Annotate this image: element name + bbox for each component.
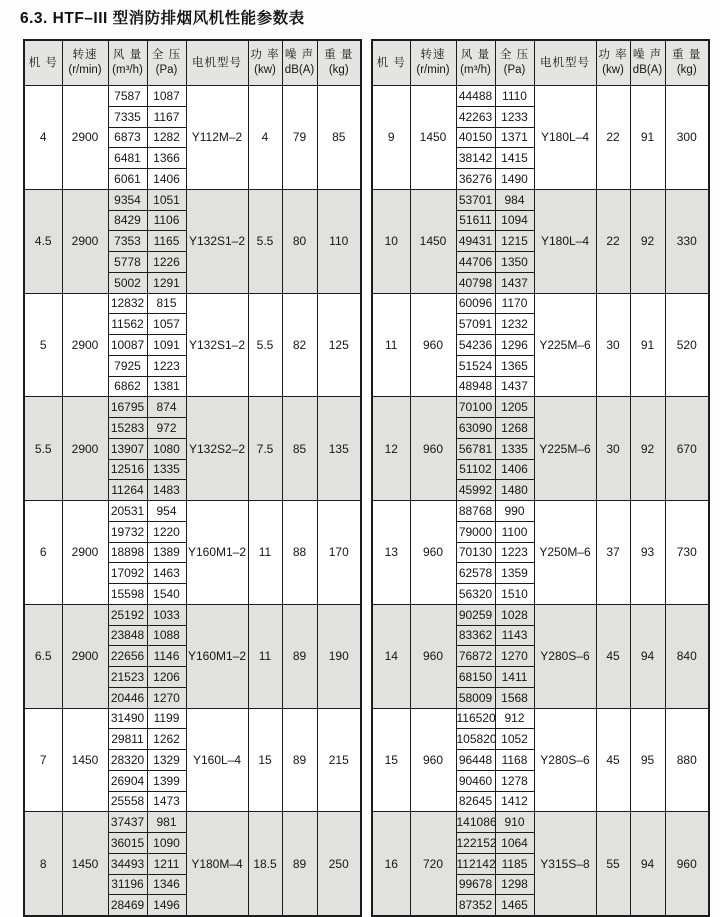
pressure-cell: 1088 [147, 625, 186, 646]
flow-cell: 44706 [456, 252, 495, 273]
noise-cell: 94 [630, 812, 665, 916]
flow-cell: 12516 [108, 459, 147, 480]
page-title: 6.3. HTF–III 型消防排烟风机性能参数表 [20, 10, 305, 27]
pressure-cell: 1465 [495, 895, 534, 916]
pressure-cell: 1510 [495, 584, 534, 605]
flow-cell: 23848 [108, 625, 147, 646]
column-header: 全 压 (Pa) [495, 40, 534, 86]
column-header: 电机型号 [534, 40, 596, 86]
pressure-cell: 1415 [495, 148, 534, 169]
pressure-cell: 1199 [147, 708, 186, 729]
flow-cell: 49431 [456, 231, 495, 252]
flow-cell: 45992 [456, 480, 495, 501]
noise-cell: 92 [630, 397, 665, 501]
machine-no-cell: 12 [372, 397, 410, 501]
weight-cell: 880 [665, 708, 709, 812]
flow-cell: 28469 [108, 895, 147, 916]
column-header: 机 号 [24, 40, 62, 86]
flow-cell: 34493 [108, 853, 147, 874]
pressure-cell: 1490 [495, 169, 534, 190]
flow-cell: 58009 [456, 687, 495, 708]
pressure-cell: 1106 [147, 210, 186, 231]
pressure-cell: 1399 [147, 770, 186, 791]
pressure-cell: 1463 [147, 563, 186, 584]
flow-cell: 44488 [456, 86, 495, 107]
table-header-right [372, 40, 709, 86]
pressure-cell: 1568 [495, 687, 534, 708]
column-header: 全 压 (Pa) [147, 40, 186, 86]
flow-cell: 99678 [456, 874, 495, 895]
motor-model-cell: Y160M1–2 [186, 604, 248, 708]
flow-cell: 63090 [456, 418, 495, 439]
weight-cell: 135 [317, 397, 361, 501]
pressure-cell: 1220 [147, 521, 186, 542]
motor-model-cell: Y280S–6 [534, 604, 596, 708]
flow-cell: 53701 [456, 189, 495, 210]
table-body-right [372, 86, 709, 917]
speed-cell: 1450 [410, 86, 456, 190]
machine-no-cell: 15 [372, 708, 410, 812]
speed-cell: 1450 [62, 812, 108, 916]
speed-cell: 1450 [410, 189, 456, 293]
flow-cell: 12832 [108, 293, 147, 314]
pressure-cell: 1350 [495, 252, 534, 273]
pressure-cell: 1052 [495, 729, 534, 750]
pressure-cell: 1371 [495, 127, 534, 148]
flow-cell: 6061 [108, 169, 147, 190]
pressure-cell: 1278 [495, 770, 534, 791]
motor-model-cell: Y315S–8 [534, 812, 596, 916]
flow-cell: 25558 [108, 791, 147, 812]
flow-cell: 105820 [456, 729, 495, 750]
flow-cell: 13907 [108, 438, 147, 459]
pressure-cell: 1366 [147, 148, 186, 169]
pressure-cell: 1282 [147, 127, 186, 148]
table-row [372, 397, 709, 418]
column-header: 噪 声 dB(A) [282, 40, 317, 86]
flow-cell: 40798 [456, 272, 495, 293]
table-row [24, 708, 361, 729]
speed-cell: 2900 [62, 397, 108, 501]
flow-cell: 5002 [108, 272, 147, 293]
column-header: 电机型号 [186, 40, 248, 86]
machine-no-cell: 4.5 [24, 189, 62, 293]
weight-cell: 330 [665, 189, 709, 293]
pressure-cell: 990 [495, 501, 534, 522]
machine-no-cell: 8 [24, 812, 62, 916]
noise-cell: 91 [630, 86, 665, 190]
table-row [372, 86, 709, 107]
fan-performance-table-left [23, 39, 362, 917]
flow-cell: 48948 [456, 376, 495, 397]
speed-cell: 960 [410, 604, 456, 708]
pressure-cell: 1033 [147, 604, 186, 625]
pressure-cell: 1298 [495, 874, 534, 895]
pressure-cell: 1346 [147, 874, 186, 895]
flow-cell: 42263 [456, 106, 495, 127]
motor-model-cell: Y280S–6 [534, 708, 596, 812]
motor-model-cell: Y225M–6 [534, 293, 596, 397]
pressure-cell: 1165 [147, 231, 186, 252]
pressure-cell: 1146 [147, 646, 186, 667]
power-cell: 7.5 [248, 397, 282, 501]
power-cell: 22 [596, 86, 630, 190]
flow-cell: 68150 [456, 667, 495, 688]
flow-cell: 141086 [456, 812, 495, 833]
flow-cell: 20531 [108, 501, 147, 522]
flow-cell: 51611 [456, 210, 495, 231]
machine-no-cell: 5.5 [24, 397, 62, 501]
flow-cell: 6873 [108, 127, 147, 148]
pressure-cell: 1205 [495, 397, 534, 418]
pressure-cell: 1080 [147, 438, 186, 459]
pressure-cell: 1270 [495, 646, 534, 667]
table-row [24, 604, 361, 625]
flow-cell: 5778 [108, 252, 147, 273]
machine-no-cell: 4 [24, 86, 62, 190]
noise-cell: 89 [282, 812, 317, 916]
flow-cell: 76872 [456, 646, 495, 667]
speed-cell: 720 [410, 812, 456, 916]
machine-no-cell: 6 [24, 501, 62, 605]
flow-cell: 60096 [456, 293, 495, 314]
pressure-cell: 1087 [147, 86, 186, 107]
pressure-cell: 1110 [495, 86, 534, 107]
pressure-cell: 1473 [147, 791, 186, 812]
power-cell: 30 [596, 397, 630, 501]
flow-cell: 16795 [108, 397, 147, 418]
flow-cell: 37437 [108, 812, 147, 833]
pressure-cell: 1291 [147, 272, 186, 293]
flow-cell: 20446 [108, 687, 147, 708]
machine-no-cell: 11 [372, 293, 410, 397]
pressure-cell: 1100 [495, 521, 534, 542]
flow-cell: 15598 [108, 584, 147, 605]
column-header: 功 率 (kw) [596, 40, 630, 86]
pressure-cell: 1232 [495, 314, 534, 335]
flow-cell: 51102 [456, 459, 495, 480]
pressure-cell: 1223 [495, 542, 534, 563]
flow-cell: 56781 [456, 438, 495, 459]
flow-cell: 70130 [456, 542, 495, 563]
pressure-cell: 981 [147, 812, 186, 833]
flow-cell: 38142 [456, 148, 495, 169]
pressure-cell: 984 [495, 189, 534, 210]
table-row [372, 708, 709, 729]
table-row [24, 293, 361, 314]
pressure-cell: 1406 [147, 169, 186, 190]
fan-performance-table-right [371, 39, 710, 917]
pressure-cell: 1411 [495, 667, 534, 688]
weight-cell: 520 [665, 293, 709, 397]
pressure-cell: 1437 [495, 272, 534, 293]
motor-model-cell: Y132S1–2 [186, 189, 248, 293]
flow-cell: 11264 [108, 480, 147, 501]
pressure-cell: 1143 [495, 625, 534, 646]
noise-cell: 93 [630, 501, 665, 605]
machine-no-cell: 14 [372, 604, 410, 708]
noise-cell: 80 [282, 189, 317, 293]
speed-cell: 960 [410, 501, 456, 605]
pressure-cell: 1168 [495, 750, 534, 771]
flow-cell: 31490 [108, 708, 147, 729]
column-header: 重 量 (kg) [317, 40, 361, 86]
power-cell: 5.5 [248, 293, 282, 397]
power-cell: 5.5 [248, 189, 282, 293]
flow-cell: 36276 [456, 169, 495, 190]
pressure-cell: 1359 [495, 563, 534, 584]
flow-cell: 70100 [456, 397, 495, 418]
noise-cell: 79 [282, 86, 317, 190]
pressure-cell: 1223 [147, 355, 186, 376]
flow-cell: 51524 [456, 355, 495, 376]
machine-no-cell: 16 [372, 812, 410, 916]
weight-cell: 125 [317, 293, 361, 397]
pressure-cell: 1437 [495, 376, 534, 397]
pressure-cell: 874 [147, 397, 186, 418]
pressure-cell: 1262 [147, 729, 186, 750]
pressure-cell: 1296 [495, 335, 534, 356]
motor-model-cell: Y180L–4 [534, 86, 596, 190]
noise-cell: 91 [630, 293, 665, 397]
flow-cell: 18898 [108, 542, 147, 563]
flow-cell: 87352 [456, 895, 495, 916]
pressure-cell: 1233 [495, 106, 534, 127]
power-cell: 30 [596, 293, 630, 397]
column-header: 风 量 (m³/h) [108, 40, 147, 86]
pressure-cell: 1389 [147, 542, 186, 563]
table-body-left [24, 86, 361, 917]
pressure-cell: 1170 [495, 293, 534, 314]
flow-cell: 21523 [108, 667, 147, 688]
pressure-cell: 912 [495, 708, 534, 729]
machine-no-cell: 10 [372, 189, 410, 293]
noise-cell: 95 [630, 708, 665, 812]
weight-cell: 960 [665, 812, 709, 916]
flow-cell: 82645 [456, 791, 495, 812]
flow-cell: 7335 [108, 106, 147, 127]
speed-cell: 960 [410, 708, 456, 812]
pressure-cell: 972 [147, 418, 186, 439]
machine-no-cell: 9 [372, 86, 410, 190]
flow-cell: 7925 [108, 355, 147, 376]
power-cell: 11 [248, 501, 282, 605]
pressure-cell: 1540 [147, 584, 186, 605]
pressure-cell: 1483 [147, 480, 186, 501]
pressure-cell: 1406 [495, 459, 534, 480]
column-header: 重 量 (kg) [665, 40, 709, 86]
pressure-cell: 1064 [495, 833, 534, 854]
flow-cell: 40150 [456, 127, 495, 148]
noise-cell: 94 [630, 604, 665, 708]
table-row [24, 812, 361, 833]
pressure-cell: 1051 [147, 189, 186, 210]
weight-cell: 85 [317, 86, 361, 190]
flow-cell: 54236 [456, 335, 495, 356]
pressure-cell: 1226 [147, 252, 186, 273]
table-row [24, 189, 361, 210]
power-cell: 45 [596, 708, 630, 812]
flow-cell: 7587 [108, 86, 147, 107]
tables-container [23, 39, 720, 917]
flow-cell: 56320 [456, 584, 495, 605]
pressure-cell: 1335 [495, 438, 534, 459]
flow-cell: 57091 [456, 314, 495, 335]
motor-model-cell: Y160M1–2 [186, 501, 248, 605]
pressure-cell: 1270 [147, 687, 186, 708]
flow-cell: 83362 [456, 625, 495, 646]
pressure-cell: 1215 [495, 231, 534, 252]
table-row [372, 293, 709, 314]
flow-cell: 62578 [456, 563, 495, 584]
pressure-cell: 1211 [147, 853, 186, 874]
flow-cell: 6862 [108, 376, 147, 397]
weight-cell: 110 [317, 189, 361, 293]
flow-cell: 22656 [108, 646, 147, 667]
motor-model-cell: Y132S1–2 [186, 293, 248, 397]
column-header: 噪 声 dB(A) [630, 40, 665, 86]
noise-cell: 89 [282, 604, 317, 708]
flow-cell: 26904 [108, 770, 147, 791]
weight-cell: 730 [665, 501, 709, 605]
flow-cell: 112142 [456, 853, 495, 874]
power-cell: 45 [596, 604, 630, 708]
pressure-cell: 1496 [147, 895, 186, 916]
speed-cell: 2900 [62, 189, 108, 293]
pressure-cell: 1412 [495, 791, 534, 812]
flow-cell: 122152 [456, 833, 495, 854]
weight-cell: 840 [665, 604, 709, 708]
pressure-cell: 815 [147, 293, 186, 314]
machine-no-cell: 5 [24, 293, 62, 397]
pressure-cell: 1206 [147, 667, 186, 688]
flow-cell: 8429 [108, 210, 147, 231]
power-cell: 4 [248, 86, 282, 190]
motor-model-cell: Y112M–2 [186, 86, 248, 190]
machine-no-cell: 13 [372, 501, 410, 605]
flow-cell: 96448 [456, 750, 495, 771]
motor-model-cell: Y250M–6 [534, 501, 596, 605]
flow-cell: 36015 [108, 833, 147, 854]
pressure-cell: 1167 [147, 106, 186, 127]
flow-cell: 19732 [108, 521, 147, 542]
noise-cell: 85 [282, 397, 317, 501]
motor-model-cell: Y225M–6 [534, 397, 596, 501]
pressure-cell: 1329 [147, 750, 186, 771]
speed-cell: 960 [410, 293, 456, 397]
speed-cell: 1450 [62, 708, 108, 812]
flow-cell: 11562 [108, 314, 147, 335]
pressure-cell: 1365 [495, 355, 534, 376]
power-cell: 11 [248, 604, 282, 708]
pressure-cell: 1091 [147, 335, 186, 356]
flow-cell: 25192 [108, 604, 147, 625]
power-cell: 18.5 [248, 812, 282, 916]
table-row [372, 501, 709, 522]
noise-cell: 92 [630, 189, 665, 293]
column-header: 功 率 (kw) [248, 40, 282, 86]
table-row [372, 189, 709, 210]
speed-cell: 960 [410, 397, 456, 501]
table-row [24, 397, 361, 418]
motor-model-cell: Y180M–4 [186, 812, 248, 916]
noise-cell: 89 [282, 708, 317, 812]
speed-cell: 2900 [62, 501, 108, 605]
table-row [372, 604, 709, 625]
speed-cell: 2900 [62, 604, 108, 708]
weight-cell: 250 [317, 812, 361, 916]
machine-no-cell: 6.5 [24, 604, 62, 708]
motor-model-cell: Y160L–4 [186, 708, 248, 812]
weight-cell: 300 [665, 86, 709, 190]
weight-cell: 670 [665, 397, 709, 501]
pressure-cell: 1381 [147, 376, 186, 397]
flow-cell: 31196 [108, 874, 147, 895]
flow-cell: 88768 [456, 501, 495, 522]
column-header: 机 号 [372, 40, 410, 86]
flow-cell: 9354 [108, 189, 147, 210]
speed-cell: 2900 [62, 86, 108, 190]
pressure-cell: 1028 [495, 604, 534, 625]
power-cell: 55 [596, 812, 630, 916]
weight-cell: 215 [317, 708, 361, 812]
column-header: 风 量 (m³/h) [456, 40, 495, 86]
pressure-cell: 1480 [495, 480, 534, 501]
flow-cell: 28320 [108, 750, 147, 771]
weight-cell: 170 [317, 501, 361, 605]
flow-cell: 6481 [108, 148, 147, 169]
flow-cell: 90460 [456, 770, 495, 791]
power-cell: 22 [596, 189, 630, 293]
table-row [372, 812, 709, 833]
noise-cell: 82 [282, 293, 317, 397]
pressure-cell: 954 [147, 501, 186, 522]
table-row [24, 501, 361, 522]
pressure-cell: 1090 [147, 833, 186, 854]
flow-cell: 116520 [456, 708, 495, 729]
pressure-cell: 910 [495, 812, 534, 833]
flow-cell: 79000 [456, 521, 495, 542]
motor-model-cell: Y180L–4 [534, 189, 596, 293]
power-cell: 15 [248, 708, 282, 812]
flow-cell: 29811 [108, 729, 147, 750]
pressure-cell: 1335 [147, 459, 186, 480]
motor-model-cell: Y132S2–2 [186, 397, 248, 501]
table-header-left [24, 40, 361, 86]
weight-cell: 190 [317, 604, 361, 708]
flow-cell: 90259 [456, 604, 495, 625]
column-header: 转速 (r/min) [62, 40, 108, 86]
pressure-cell: 1268 [495, 418, 534, 439]
power-cell: 37 [596, 501, 630, 605]
pressure-cell: 1094 [495, 210, 534, 231]
flow-cell: 7353 [108, 231, 147, 252]
machine-no-cell: 7 [24, 708, 62, 812]
speed-cell: 2900 [62, 293, 108, 397]
pressure-cell: 1057 [147, 314, 186, 335]
flow-cell: 15283 [108, 418, 147, 439]
column-header: 转速 (r/min) [410, 40, 456, 86]
flow-cell: 17092 [108, 563, 147, 584]
noise-cell: 88 [282, 501, 317, 605]
pressure-cell: 1185 [495, 853, 534, 874]
flow-cell: 10087 [108, 335, 147, 356]
table-row [24, 86, 361, 107]
